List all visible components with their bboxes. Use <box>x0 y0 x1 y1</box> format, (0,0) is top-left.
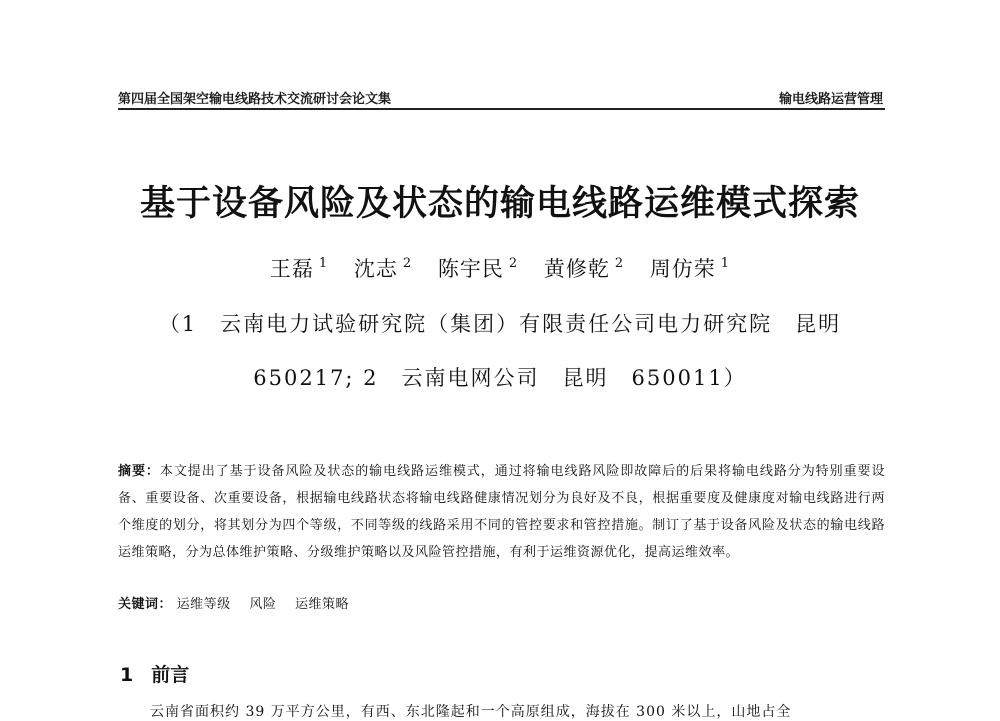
section-heading <box>120 660 189 687</box>
abstract-text: 本文提出了基于设备风险及状态的输电线路运维模式，通过将输电线路风险即故障后的后果将输电线路分为特别重要设备、重要设备、次重要设备，根据输电线路状态将输电线路健康情况划分为良好及不良，根据重要度及健康度对输电线路进行两个维度的划分，将其划分为四个等级，不同等级的线路采用不同的管控要求和管控措施。制订了基于设备风险及状态的输电线路运维策略，分为总体维护策略、分级维护策略以及风险管控措施，有利于运维资源优化，提高运维效率。 <box>118 464 885 560</box>
keyword: 运维策略 <box>294 597 349 612</box>
paper-title: 基于设备风险及状态的输电线路运维模式探索 <box>139 184 860 224</box>
section-number: 1 <box>120 664 134 686</box>
author-name: 沈志 <box>353 257 398 281</box>
running-header <box>118 86 885 108</box>
keyword: 风险 <box>249 597 277 612</box>
keywords-label: 关键词： <box>118 597 173 612</box>
author-name: 黄修乾 <box>543 257 610 281</box>
author-affiliation-mark: 2 <box>508 256 519 271</box>
author-affiliation-mark: 1 <box>318 256 329 271</box>
keywords <box>118 593 885 612</box>
abstract <box>118 458 885 566</box>
author-affiliation-mark: 2 <box>614 256 625 271</box>
affiliation-line-1: （1 云南电力试验研究院（集团）有限责任公司电力研究院 昆明 <box>158 312 842 336</box>
author-affiliation-mark: 1 <box>720 256 731 271</box>
body-text-first-line: 云南省面积约 39 万平方公里，有西、东北隆起和一个高原组成，海拔在 300 米以上，山地占全 <box>150 704 792 720</box>
author <box>354 257 412 281</box>
author <box>270 257 328 281</box>
section-category: 输电线路运营管理 <box>778 92 883 107</box>
author-name: 陈宇民 <box>437 257 504 281</box>
author <box>544 257 624 281</box>
abstract-label: 摘要： <box>118 464 160 479</box>
proceedings-title: 第四届全国架空输电线路技术交流研讨会论文集 <box>118 92 392 107</box>
section-title: 前言 <box>151 664 190 686</box>
author <box>438 257 518 281</box>
author <box>650 257 730 281</box>
keyword: 运维等级 <box>176 597 231 612</box>
affiliation-line-2: 650217; 2 云南电网公司 昆明 650011） <box>253 366 747 390</box>
author-name: 周仿荣 <box>649 257 716 281</box>
author-list <box>0 253 1000 283</box>
author-name: 王磊 <box>269 257 314 281</box>
header-rule <box>118 108 885 110</box>
author-affiliation-mark: 2 <box>402 256 413 271</box>
